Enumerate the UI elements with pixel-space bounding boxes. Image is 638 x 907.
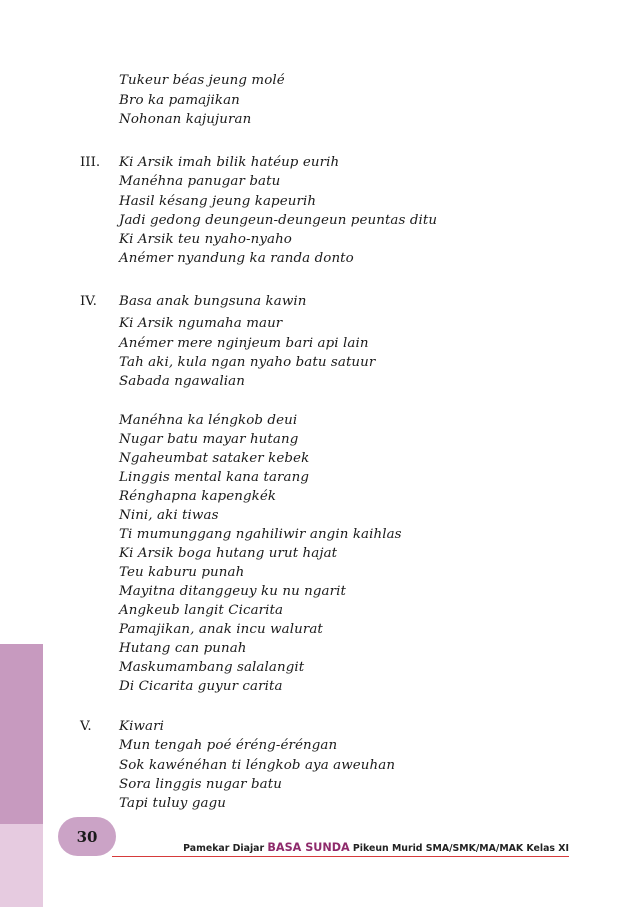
- poem-line: Linggis mental kana tarang: [119, 470, 310, 485]
- poem-line: Nini, aki tiwas: [119, 508, 219, 523]
- poem-line: Angkeub langit Cicarita: [119, 603, 284, 618]
- poem-line: Maskumambang salalangit: [119, 660, 305, 675]
- poem-line: Hutang can punah: [119, 641, 247, 656]
- stanza-number: IV.: [80, 294, 97, 309]
- footer-prefix: Pamekar Diajar: [183, 843, 265, 854]
- poem-line: Manéhna ka léngkob deui: [119, 413, 298, 428]
- poem-line: Di Cicarita guyur carita: [119, 679, 283, 694]
- poem-line: Anémer nyandung ka randa donto: [119, 251, 354, 266]
- footer-subject: BASA SUNDA: [267, 841, 350, 854]
- poem-line: Ngaheumbat sataker kebek: [119, 451, 310, 466]
- poem-line: Basa anak bungsuna kawin: [119, 294, 307, 309]
- poem-line: Bro ka pamajikan: [119, 93, 240, 108]
- poem-line: Mun tengah poé éréng-éréngan: [119, 738, 338, 753]
- poem-line: Tah aki, kula ngan nyaho batu satuur: [119, 355, 376, 370]
- poem-line: Jadi gedong deungeun-deungeun peuntas ditu: [119, 213, 438, 228]
- poem-line: Ki Arsik teu nyaho-nyaho: [119, 232, 292, 247]
- footer-title: [0, 841, 569, 854]
- poem-line: Sabada ngawalian: [119, 374, 245, 389]
- poem-line: Ki Arsik boga hutang urut hajat: [119, 546, 338, 561]
- poem-line: Ti mumunggang ngahiliwir angin kaihlas: [119, 527, 402, 542]
- poem-line: Nohonan kajujuran: [119, 112, 252, 127]
- sidebar-color-block: [0, 644, 43, 824]
- stanza-number: III.: [80, 155, 101, 170]
- poem-line: Hasil késang jeung kapeurih: [119, 194, 317, 209]
- poem-line: Tukeur béas jeung molé: [119, 73, 285, 88]
- page-number: 30: [76, 827, 98, 846]
- poem-line: Sok kawénéhan ti léngkob aya aweuhan: [119, 758, 396, 773]
- poem-line: Anémer mere nginjeum bari api lain: [119, 336, 369, 351]
- poem-line: Tapi tuluy gagu: [119, 796, 226, 811]
- footer-rule: [112, 856, 569, 857]
- poem-line: Mayitna ditanggeuy ku nu ngarit: [119, 584, 346, 599]
- sidebar-color-block-light: [0, 824, 43, 907]
- poem-line: Kiwari: [119, 719, 165, 734]
- poem-line: Manéhna panugar batu: [119, 174, 281, 189]
- poem-line: Teu kaburu punah: [119, 565, 245, 580]
- poem-line: Rénghapna kapengkék: [119, 489, 277, 504]
- poem-line: Sora linggis nugar batu: [119, 777, 282, 792]
- stanza-number: V.: [80, 719, 92, 734]
- footer-suffix: Pikeun Murid SMA/SMK/MA/MAK Kelas XI: [352, 843, 569, 854]
- poem-line: Ki Arsik imah bilik hatéup eurih: [119, 155, 340, 170]
- poem-line: Nugar batu mayar hutang: [119, 432, 299, 447]
- poem-line: Ki Arsik ngumaha maur: [119, 316, 283, 331]
- poem-line: Pamajikan, anak incu walurat: [119, 622, 323, 637]
